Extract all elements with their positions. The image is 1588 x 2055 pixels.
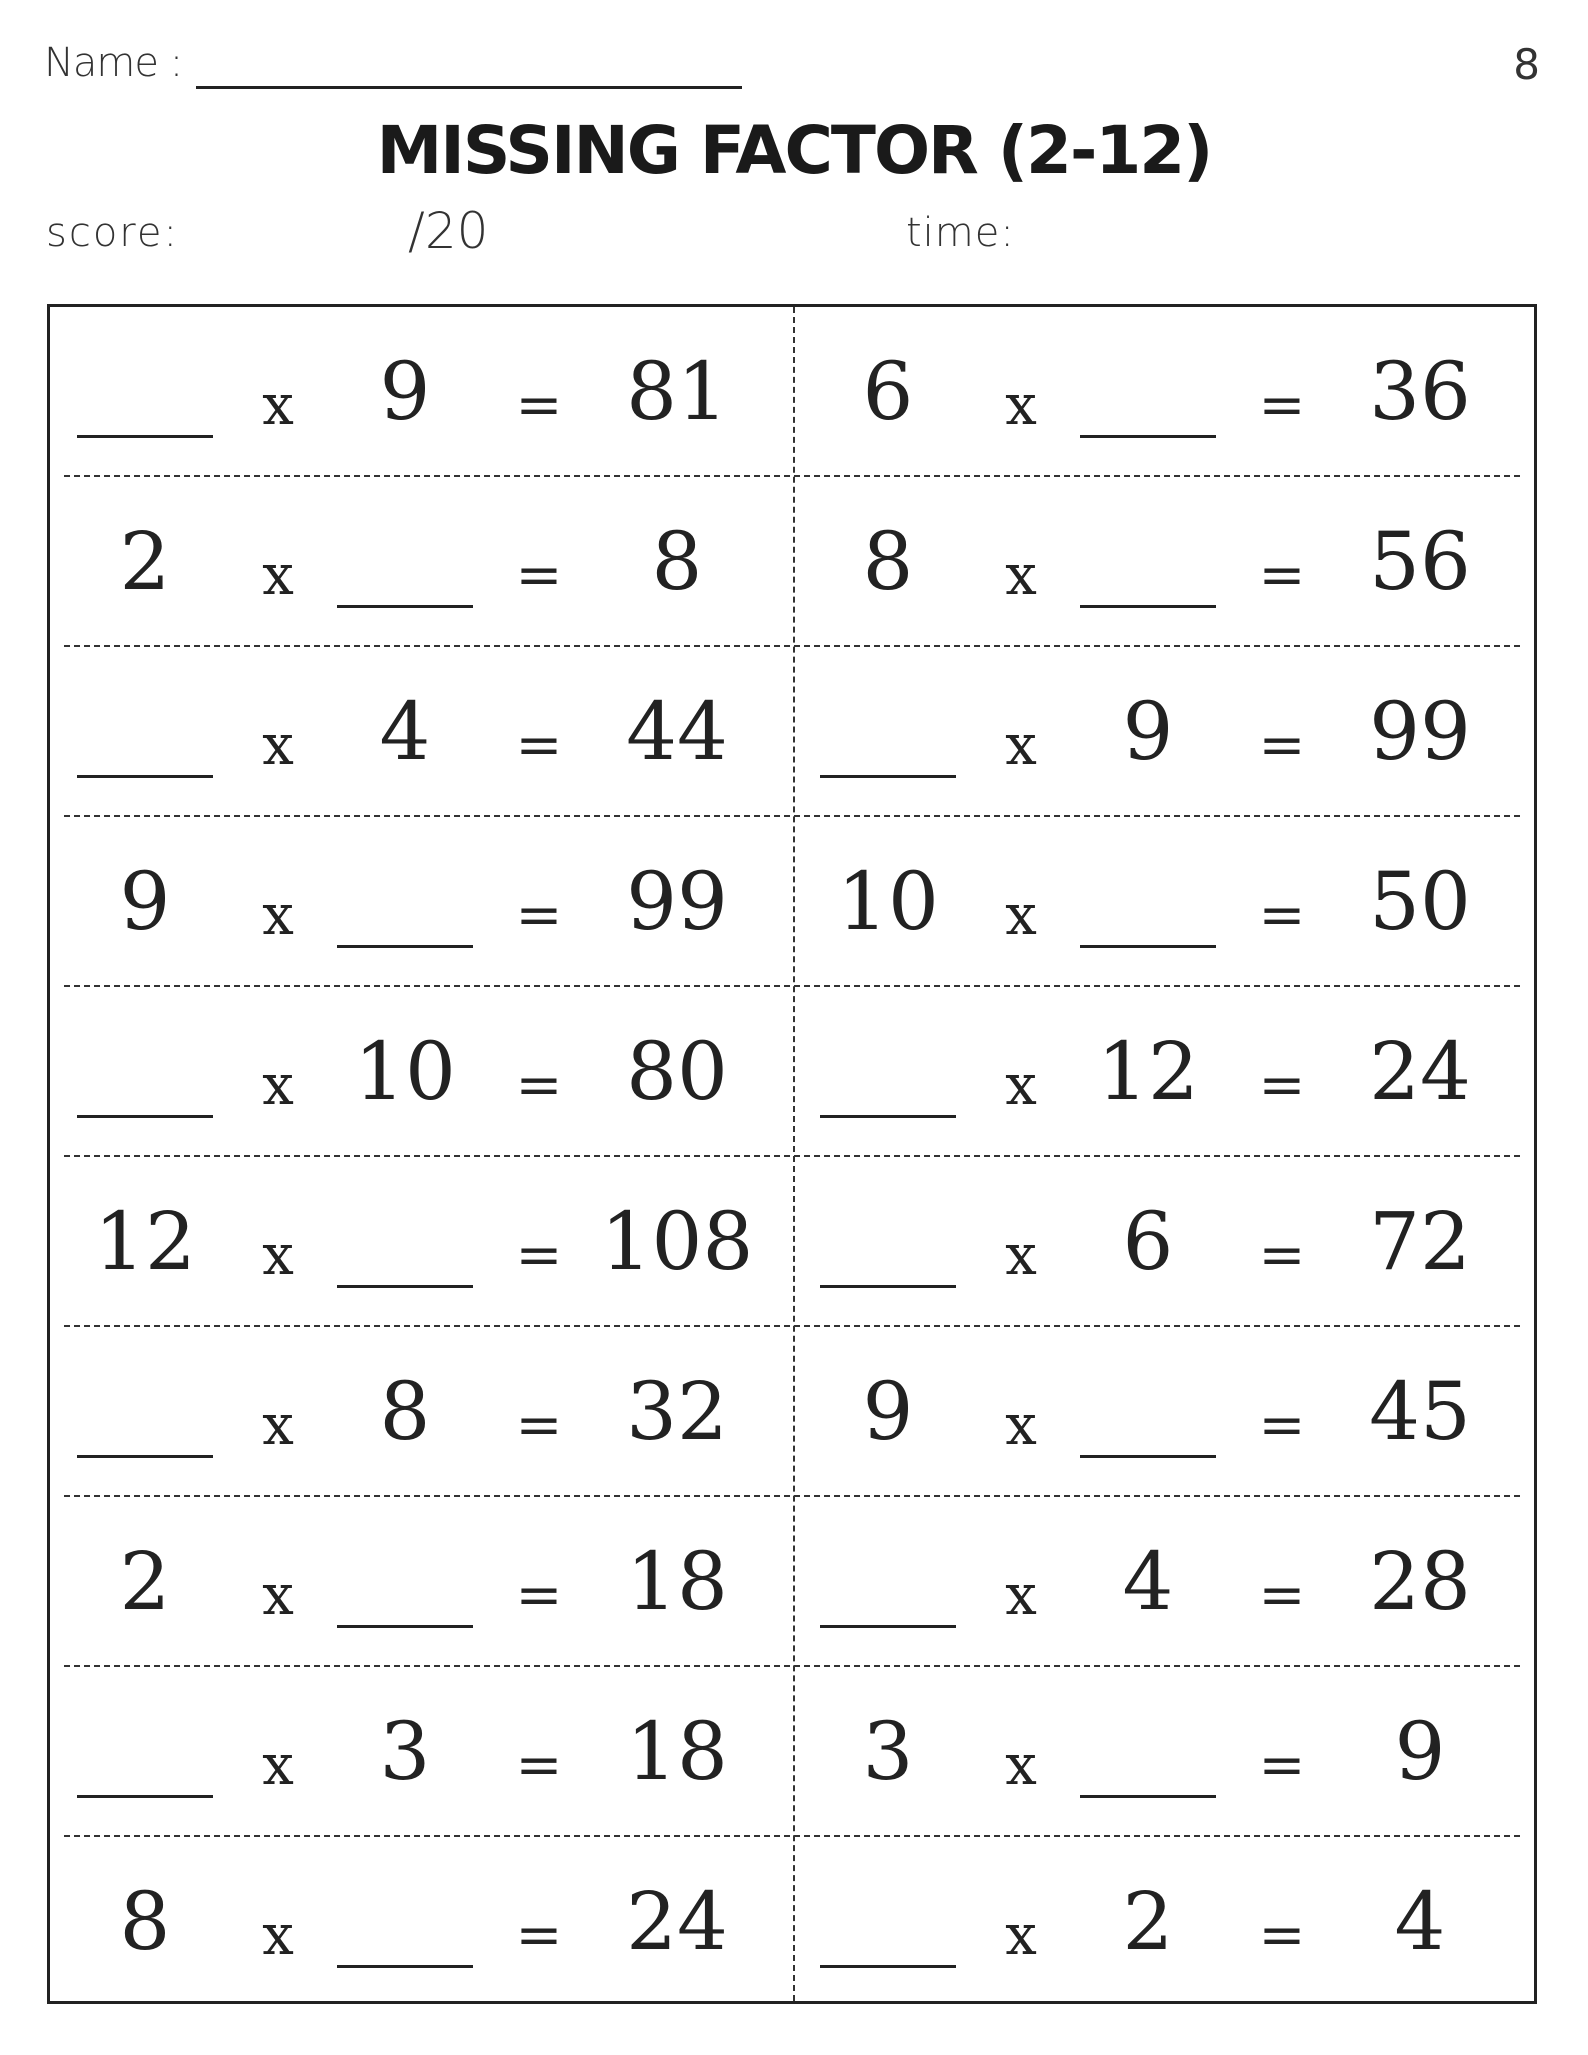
problem-row: [50, 1157, 1534, 1327]
factor-b: 8: [379, 1365, 431, 1458]
answer-blank[interactable]: [1080, 1455, 1216, 1458]
answer-blank[interactable]: [1080, 605, 1216, 608]
factor-b: 2: [1122, 1875, 1174, 1968]
times-sign: x: [1005, 883, 1037, 948]
factor-a: 9: [119, 855, 171, 948]
multiplication-problem: [50, 987, 790, 1157]
multiplication-problem: [50, 1667, 790, 1837]
times-sign: x: [262, 713, 294, 778]
multiplication-problem: [793, 1327, 1533, 1497]
multiplication-problem: [50, 1157, 790, 1327]
equals-sign: =: [515, 1903, 563, 1968]
multiplication-problem: [793, 477, 1533, 647]
equals-sign: =: [515, 883, 563, 948]
problem-row: [50, 1327, 1534, 1497]
multiplication-problem: [50, 307, 790, 477]
times-sign: x: [262, 543, 294, 608]
factor-a: 9: [862, 1365, 914, 1458]
product: 24: [1369, 1025, 1471, 1118]
product: 9: [1394, 1705, 1446, 1798]
product: 18: [626, 1705, 728, 1798]
answer-blank[interactable]: [337, 1625, 473, 1628]
times-sign: x: [1005, 543, 1037, 608]
factor-b: 6: [1122, 1195, 1174, 1288]
name-input-line[interactable]: [196, 86, 742, 89]
times-sign: x: [1005, 373, 1037, 438]
answer-blank[interactable]: [77, 1455, 213, 1458]
problem-row: [50, 307, 1534, 477]
problem-row: [50, 1497, 1534, 1667]
factor-b: 10: [354, 1025, 456, 1118]
equals-sign: =: [515, 1393, 563, 1458]
times-sign: x: [262, 1563, 294, 1628]
product: 8: [651, 515, 703, 608]
answer-blank[interactable]: [820, 1625, 956, 1628]
answer-blank[interactable]: [1080, 1795, 1216, 1798]
multiplication-problem: [50, 1497, 790, 1667]
factor-a: 8: [119, 1875, 171, 1968]
product: 56: [1369, 515, 1471, 608]
times-sign: x: [1005, 1733, 1037, 1798]
product: 81: [626, 345, 728, 438]
times-sign: x: [262, 883, 294, 948]
factor-a: 8: [862, 515, 914, 608]
times-sign: x: [1005, 1393, 1037, 1458]
multiplication-problem: [793, 1157, 1533, 1327]
problem-grid: [47, 304, 1537, 2004]
times-sign: x: [262, 1903, 294, 1968]
answer-blank[interactable]: [77, 435, 213, 438]
multiplication-problem: [793, 817, 1533, 987]
factor-b: 9: [1122, 685, 1174, 778]
multiplication-problem: [50, 1327, 790, 1497]
answer-blank[interactable]: [337, 1285, 473, 1288]
factor-a: 3: [862, 1705, 914, 1798]
product: 80: [626, 1025, 728, 1118]
product: 32: [626, 1365, 728, 1458]
equals-sign: =: [515, 543, 563, 608]
equals-sign: =: [1258, 1223, 1306, 1288]
equals-sign: =: [515, 1053, 563, 1118]
times-sign: x: [262, 373, 294, 438]
times-sign: x: [1005, 1053, 1037, 1118]
product: 18: [626, 1535, 728, 1628]
equals-sign: =: [515, 1733, 563, 1798]
factor-b: 3: [379, 1705, 431, 1798]
times-sign: x: [1005, 1563, 1037, 1628]
factor-a: 10: [837, 855, 939, 948]
factor-b: 12: [1097, 1025, 1199, 1118]
product: 45: [1369, 1365, 1471, 1458]
equals-sign: =: [1258, 1393, 1306, 1458]
factor-b: 4: [1122, 1535, 1174, 1628]
multiplication-problem: [793, 307, 1533, 477]
multiplication-problem: [793, 647, 1533, 817]
factor-b: 9: [379, 345, 431, 438]
product: 4: [1394, 1875, 1446, 1968]
equals-sign: =: [1258, 1733, 1306, 1798]
equals-sign: =: [1258, 883, 1306, 948]
problem-row: [50, 987, 1534, 1157]
answer-blank[interactable]: [77, 775, 213, 778]
factor-a: 6: [862, 345, 914, 438]
factor-a: 2: [119, 515, 171, 608]
equals-sign: =: [1258, 1563, 1306, 1628]
equals-sign: =: [1258, 1903, 1306, 1968]
product: 50: [1369, 855, 1471, 948]
product: 24: [626, 1875, 728, 1968]
worksheet-title: MISSING FACTOR (2-12): [376, 112, 1212, 189]
times-sign: x: [262, 1053, 294, 1118]
equals-sign: =: [1258, 1053, 1306, 1118]
times-sign: x: [262, 1393, 294, 1458]
problem-row: [50, 1667, 1534, 1837]
factor-a: 2: [119, 1535, 171, 1628]
multiplication-problem: [793, 1497, 1533, 1667]
answer-blank[interactable]: [820, 775, 956, 778]
score-total: /20: [408, 202, 489, 260]
product: 36: [1369, 345, 1471, 438]
times-sign: x: [1005, 1223, 1037, 1288]
product: 44: [626, 685, 728, 778]
answer-blank[interactable]: [820, 1965, 956, 1968]
problem-row: [50, 1837, 1534, 2007]
multiplication-problem: [793, 1837, 1533, 2007]
problem-row: [50, 817, 1534, 987]
equals-sign: =: [515, 1223, 563, 1288]
multiplication-problem: [50, 647, 790, 817]
factor-b: 4: [379, 685, 431, 778]
multiplication-problem: [50, 817, 790, 987]
product: 99: [626, 855, 728, 948]
answer-blank[interactable]: [337, 1965, 473, 1968]
answer-blank[interactable]: [337, 605, 473, 608]
multiplication-problem: [793, 1667, 1533, 1837]
multiplication-problem: [793, 987, 1533, 1157]
factor-a: 12: [94, 1195, 196, 1288]
page-number: 8: [1513, 40, 1540, 89]
times-sign: x: [1005, 713, 1037, 778]
equals-sign: =: [515, 1563, 563, 1628]
product: 108: [600, 1195, 754, 1288]
answer-blank[interactable]: [820, 1285, 956, 1288]
equals-sign: =: [1258, 543, 1306, 608]
answer-blank[interactable]: [820, 1115, 956, 1118]
answer-blank[interactable]: [1080, 435, 1216, 438]
product: 28: [1369, 1535, 1471, 1628]
equals-sign: =: [515, 373, 563, 438]
times-sign: x: [262, 1223, 294, 1288]
time-label: time:: [906, 210, 1015, 256]
answer-blank[interactable]: [1080, 945, 1216, 948]
problem-row: [50, 477, 1534, 647]
times-sign: x: [262, 1733, 294, 1798]
score-label: score:: [46, 210, 179, 256]
multiplication-problem: [50, 477, 790, 647]
answer-blank[interactable]: [77, 1115, 213, 1118]
multiplication-problem: [50, 1837, 790, 2007]
product: 72: [1369, 1195, 1471, 1288]
answer-blank[interactable]: [77, 1795, 213, 1798]
equals-sign: =: [515, 713, 563, 778]
answer-blank[interactable]: [337, 945, 473, 948]
times-sign: x: [1005, 1903, 1037, 1968]
equals-sign: =: [1258, 713, 1306, 778]
problem-row: [50, 647, 1534, 817]
product: 99: [1369, 685, 1471, 778]
name-label: Name :: [44, 40, 183, 86]
equals-sign: =: [1258, 373, 1306, 438]
